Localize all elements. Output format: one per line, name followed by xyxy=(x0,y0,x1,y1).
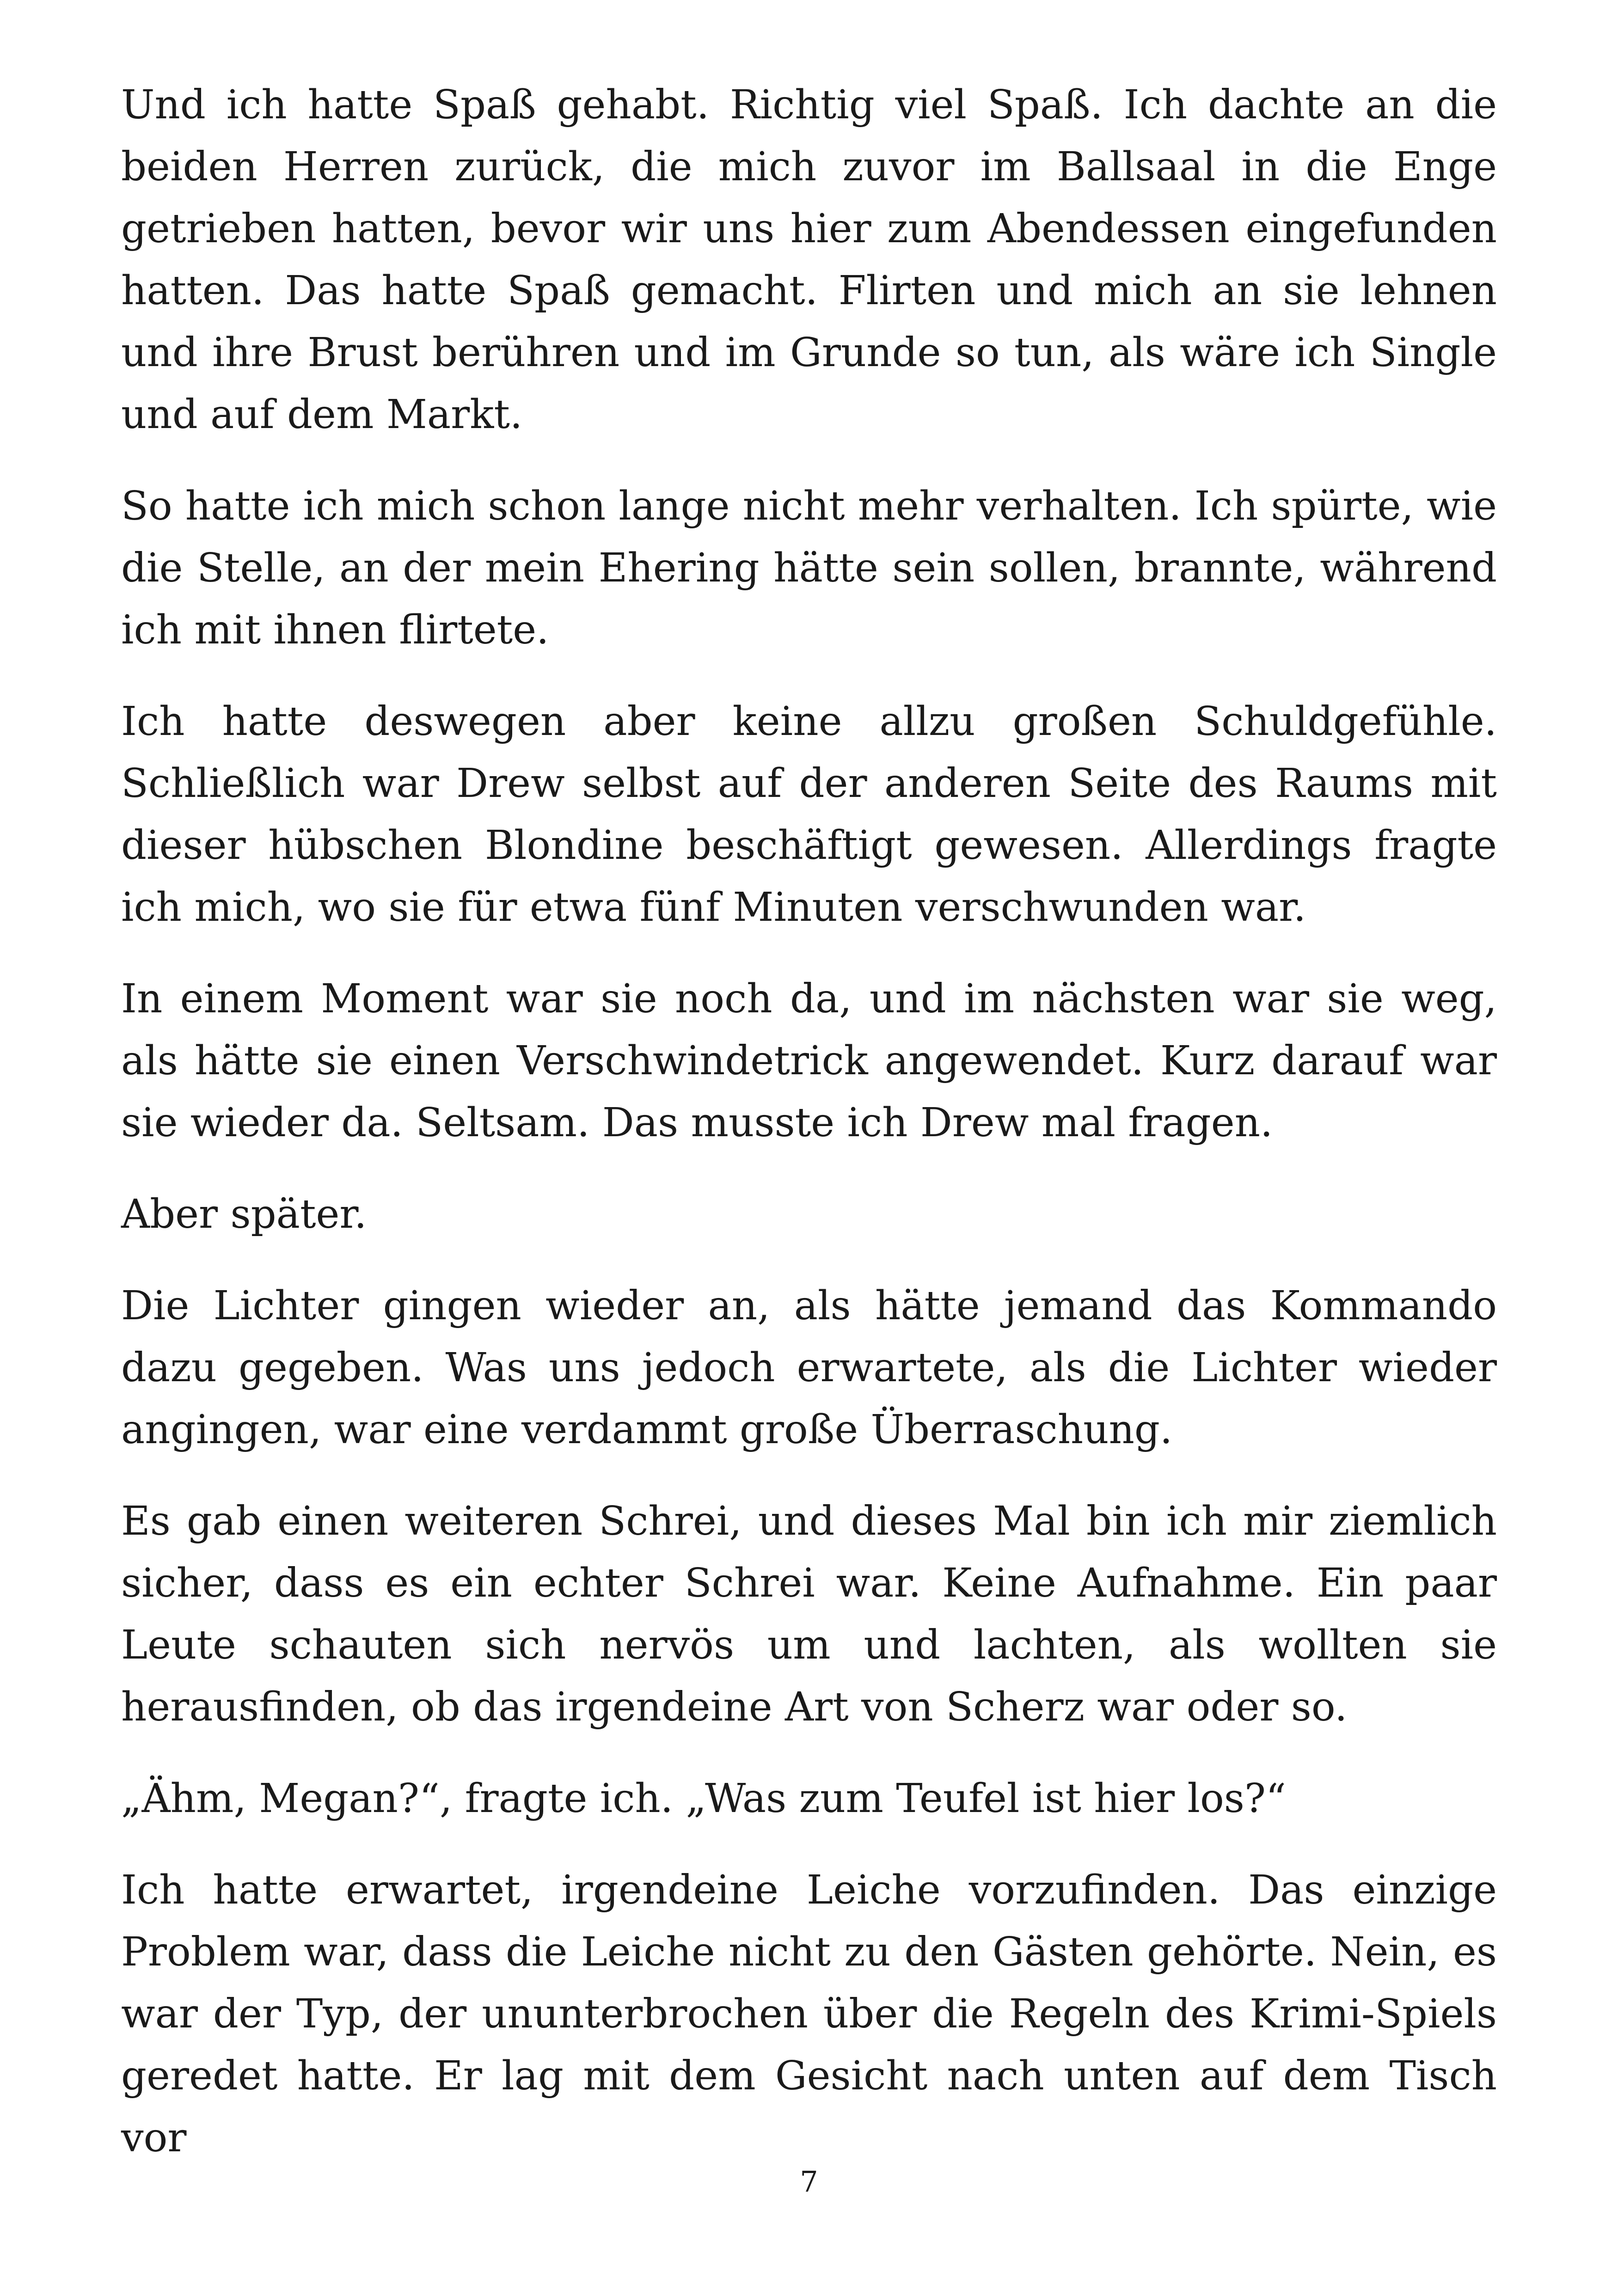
paragraph: So hatte ich mich schon lange nicht mehr verhalten. Ich spürte, wie die Stelle, an der mein Ehering hätte sein sollen, brannte, während ich mit ihnen flirtete. xyxy=(121,483,1497,653)
page-number: 7 xyxy=(800,2165,818,2198)
paragraph: Und ich hatte Spaß gehabt. Richtig viel Spaß. Ich dachte an die beiden Herren zurück, die mich zuvor im Ballsaal in die Enge getrieben hatten, bevor wir uns hier zum Abendessen eingefunden hatten. Das hatte Spaß gemacht. Flirten und mich an sie lehnen und ihre Brust berühren und im Grunde so tun, als wäre ich Single und auf dem Markt. xyxy=(121,82,1497,438)
paragraph: Ich hatte deswegen aber keine allzu großen Schuldgefühle. Schließlich war Drew selbst auf der anderen Seite des Raums mit dieser hübschen Blondine beschäftigt gewesen. Allerdings fragte ich mich, wo sie für etwa fünf Minuten verschwunden war. xyxy=(121,698,1497,931)
paragraph: Ich hatte erwartet, irgendeine Leiche vorzufinden. Das einzige Problem war, dass die Leiche nicht zu den Gästen gehörte. Nein, es war der Typ, der ununterbrochen über die Regeln des Krimi-Spiels geredet hatte. Er lag mit dem Gesicht nach unten auf dem Tisch vor xyxy=(121,1867,1497,2161)
paragraph: Aber später. xyxy=(121,1191,367,1237)
paragraph: In einem Moment war sie noch da, und im nächsten war sie weg, als hätte sie einen Verschwindetrick angewendet. Kurz darauf war sie wieder da. Seltsam. Das musste ich Drew mal fragen. xyxy=(121,976,1497,1146)
paragraph: „Ähm, Megan?“, fragte ich. „Was zum Teufel ist hier los?“ xyxy=(121,1776,1286,1822)
paragraph: Die Lichter gingen wieder an, als hätte jemand das Kommando dazu gegeben. Was uns jedoch erwartete, als die Lichter wieder angingen, war eine verdammt große Überraschung. xyxy=(121,1283,1497,1453)
paragraph: Es gab einen weiteren Schrei, und dieses Mal bin ich mir ziemlich sicher, dass es ein echter Schrei war. Keine Aufnahme. Ein paar Leute schauten sich nervös um und lachten, als wollten sie herausfinden, ob das irgendeine Art von Scherz war oder so. xyxy=(121,1498,1497,1730)
body-text xyxy=(121,74,1497,2198)
